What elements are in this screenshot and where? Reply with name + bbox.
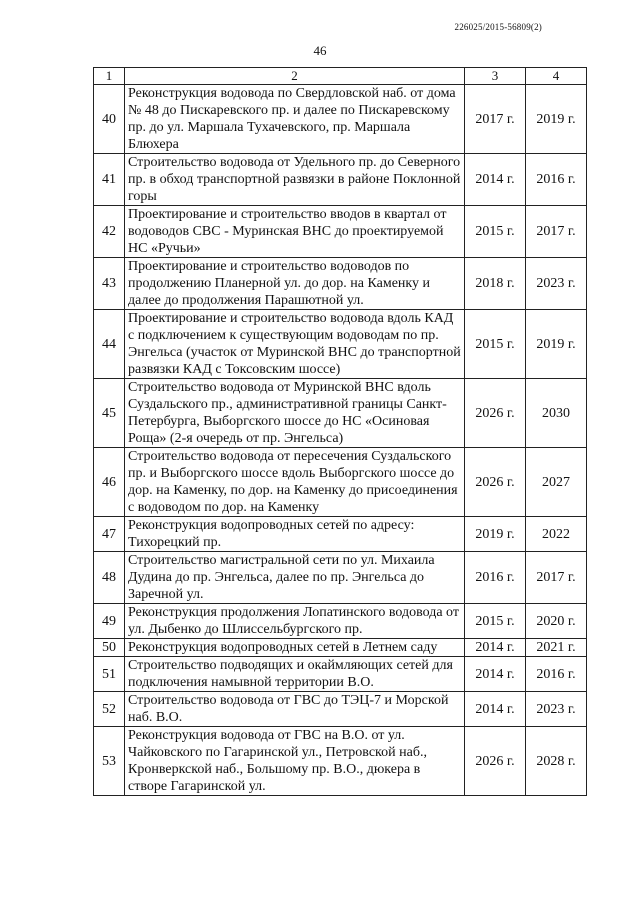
table-header-row	[94, 68, 587, 85]
table-row	[94, 258, 587, 310]
row-number: 40	[94, 85, 125, 154]
table-row	[94, 517, 587, 552]
row-description: Реконструкция водопроводных сетей по адресу: Тихорецкий пр.	[125, 517, 465, 552]
table-row	[94, 85, 587, 154]
table-row	[94, 639, 587, 657]
row-start-year: 2019 г.	[465, 517, 526, 552]
row-number: 51	[94, 657, 125, 692]
row-end-year: 2017 г.	[526, 552, 587, 604]
row-number: 43	[94, 258, 125, 310]
row-number: 45	[94, 379, 125, 448]
row-number: 41	[94, 154, 125, 206]
row-number: 49	[94, 604, 125, 639]
row-description: Строительство водовода от пересечения Суздальского пр. и Выборгского шоссе вдоль Выборгского шоссе до дор. на Каменку, по дор. на Каменку до присоединения с водоводом по дор. на Каменку	[125, 448, 465, 517]
row-start-year: 2016 г.	[465, 552, 526, 604]
document-id: 226025/2015-56809(2)	[454, 22, 542, 32]
row-start-year: 2015 г.	[465, 604, 526, 639]
row-end-year: 2023 г.	[526, 692, 587, 727]
header-cell-start: 3	[465, 68, 526, 85]
row-description: Строительство магистральной сети по ул. Михаила Дудина до пр. Энгельса, далее по пр. Энгельса до Заречной ул.	[125, 552, 465, 604]
row-description: Реконструкция водовода по Свердловской наб. от дома № 48 до Пискаревского пр. и далее по Пискаревскому пр. до ул. Маршала Тухачевского, пр. Маршала Блюхера	[125, 85, 465, 154]
row-start-year: 2014 г.	[465, 154, 526, 206]
row-start-year: 2014 г.	[465, 692, 526, 727]
row-number: 47	[94, 517, 125, 552]
row-start-year: 2014 г.	[465, 657, 526, 692]
row-end-year: 2023 г.	[526, 258, 587, 310]
row-end-year: 2030	[526, 379, 587, 448]
row-start-year: 2017 г.	[465, 85, 526, 154]
row-start-year: 2015 г.	[465, 310, 526, 379]
row-description: Строительство водовода от ГВС до ТЭЦ-7 и Морской наб. В.О.	[125, 692, 465, 727]
row-start-year: 2026 г.	[465, 379, 526, 448]
table-row	[94, 448, 587, 517]
row-start-year: 2015 г.	[465, 206, 526, 258]
row-description: Строительство подводящих и окаймляющих сетей для подключения намывной территории В.О.	[125, 657, 465, 692]
table-row	[94, 727, 587, 796]
row-number: 53	[94, 727, 125, 796]
row-end-year: 2016 г.	[526, 154, 587, 206]
row-description: Реконструкция водовода от ГВС на В.О. от ул. Чайковского по Гагаринской ул., Петровской наб., Кронверкской наб., Большому пр. В.О., дюкера в створе Гагаринской ул.	[125, 727, 465, 796]
row-start-year: 2026 г.	[465, 448, 526, 517]
row-description: Строительство водовода от Удельного пр. до Северного пр. в обход транспортной развязки в районе Поклонной горы	[125, 154, 465, 206]
row-end-year: 2021 г.	[526, 639, 587, 657]
table-row	[94, 657, 587, 692]
row-end-year: 2028 г.	[526, 727, 587, 796]
header-cell-num: 1	[94, 68, 125, 85]
table-row	[94, 154, 587, 206]
row-end-year: 2019 г.	[526, 310, 587, 379]
row-end-year: 2016 г.	[526, 657, 587, 692]
row-number: 50	[94, 639, 125, 657]
row-description: Проектирование и строительство водоводов по продолжению Планерной ул. до дор. на Каменку и далее до продолжения Парашютной ул.	[125, 258, 465, 310]
header-cell-description: 2	[125, 68, 465, 85]
row-description: Реконструкция продолжения Лопатинского водовода от ул. Дыбенко до Шлиссельбургского пр.	[125, 604, 465, 639]
table-row	[94, 604, 587, 639]
row-number: 52	[94, 692, 125, 727]
row-end-year: 2019 г.	[526, 85, 587, 154]
header-cell-end: 4	[526, 68, 587, 85]
row-start-year: 2026 г.	[465, 727, 526, 796]
row-description: Проектирование и строительство водовода вдоль КАД с подключением к существующим водоводам по пр. Энгельса (участок от Муринской ВНС до транспортной развязки КАД с Токсовским шоссе)	[125, 310, 465, 379]
table-row	[94, 310, 587, 379]
row-end-year: 2027	[526, 448, 587, 517]
projects-table	[93, 67, 587, 796]
row-description: Строительство водовода от Муринской ВНС вдоль Суздальского пр., административной границы Санкт-Петербурга, Выборгского шоссе до НС «Осиновая Роща» (2-я очередь от пр. Энгельса)	[125, 379, 465, 448]
table-row	[94, 552, 587, 604]
row-end-year: 2020 г.	[526, 604, 587, 639]
table-row	[94, 206, 587, 258]
row-start-year: 2018 г.	[465, 258, 526, 310]
table-row	[94, 379, 587, 448]
row-start-year: 2014 г.	[465, 639, 526, 657]
page-number: 46	[313, 43, 327, 58]
row-number: 48	[94, 552, 125, 604]
row-number: 42	[94, 206, 125, 258]
row-description: Проектирование и строительство вводов в квартал от водоводов СВС - Муринская ВНС до проектируемой НС «Ручьи»	[125, 206, 465, 258]
row-end-year: 2022	[526, 517, 587, 552]
table-row	[94, 692, 587, 727]
row-description: Реконструкция водопроводных сетей в Летнем саду	[125, 639, 465, 657]
row-end-year: 2017 г.	[526, 206, 587, 258]
row-number: 44	[94, 310, 125, 379]
row-number: 46	[94, 448, 125, 517]
